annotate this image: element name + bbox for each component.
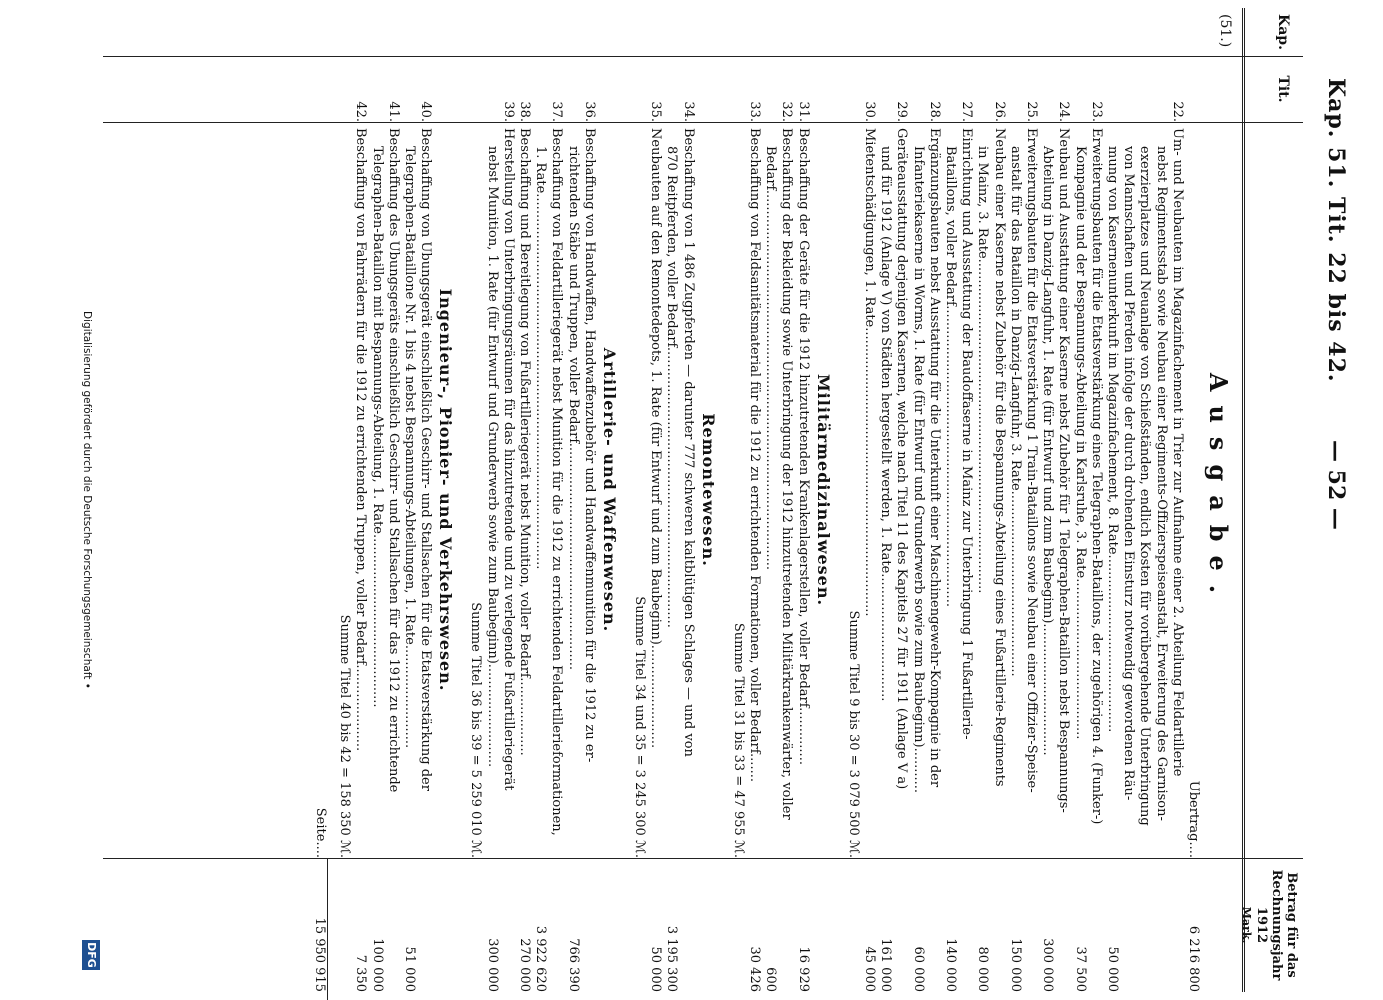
- uebertrag-label: Übertrag....: [1186, 780, 1201, 858]
- entry-text: Beschaffung des Übungsgeräts einschließlich Geschirr- und Stallsachen für das 1912 zu errichtende: [385, 128, 401, 793]
- tit-number: 29.: [894, 101, 910, 122]
- entry-text: Telegraphen-Bataillone Nr. 1 bis 4 nebst Bespannungs-Abteilungen, 1. Rate.........................: [402, 146, 417, 749]
- sum-title-9-30: Summe Titel 9 bis 30 = 3 079 500 ℳ.: [845, 610, 861, 858]
- seite-amount: 15 950 915: [311, 858, 328, 1000]
- entry-text: Einrichtung und Ausstattung der Baudoffaserne in Mainz zur Unterbringung 1 Fußartillerie-: [959, 128, 975, 740]
- entry-text: Ergänzungsbauten nebst Ausstattung für die Unterkunft einer Maschinengewehr-Kompagnie in der: [926, 128, 942, 788]
- sum-title-31-33: Summe Titel 31 bis 33 = 47 955 ℳ.: [730, 622, 746, 858]
- entry-text: richtenden Stäbe und Truppen, voller Bedarf.......................................................: [565, 146, 581, 670]
- entry-text: Beschaffung von Übungsgerät einschließlich Geschirr- und Stallsachen für die Etatsverstärkung der: [418, 128, 434, 791]
- entry-text: Beschaffung von Fahrrädern für die 1912 zu errichtenden Truppen, voller Bedarf.....................: [353, 128, 369, 752]
- section-militaermedizinalwesen: Militärmedizinalwesen.: [813, 373, 833, 607]
- amount-header: Betrag für das Rechnungsjahr 1912 Mark.: [1240, 869, 1299, 981]
- entry-amount: 45 000: [862, 946, 877, 992]
- entry-amount: 50 000: [1105, 946, 1120, 992]
- footer: Digitalisierung gefördert durch die Deutsche Forschungsgemeinschaft •: [81, 311, 93, 689]
- tit-number: 26.: [991, 101, 1007, 122]
- tit-number: 35.: [648, 101, 664, 122]
- entry-text: 1. Rate...........................................................................................: [533, 146, 549, 570]
- entry-text: in Mainz, 3. Rate.................................................................................: [975, 146, 991, 594]
- entry-amount: 300 000: [1040, 938, 1056, 992]
- tit-number: 33.: [747, 101, 762, 122]
- tit-number: 27.: [959, 101, 975, 122]
- entry-text: nebst Munition, 1. Rate (für Entwurf und Grunderwerb sowie zum Baubeginn).........................: [484, 146, 500, 768]
- entry-amount: 30 426: [747, 946, 762, 992]
- tit-number: 42.: [353, 101, 369, 122]
- tit-number: 32.: [779, 101, 795, 122]
- section-artillerie: Artillerie- und Waffenwesen.: [599, 347, 619, 633]
- budget-table: [103, 8, 1303, 992]
- entry-amount: 80 000: [975, 946, 991, 992]
- tit-number: 40.: [418, 101, 434, 122]
- header-chapter: Kap. 51. Tit. 22 bis 42.: [1323, 78, 1349, 383]
- kap-column: [103, 8, 1303, 57]
- entry-text: Beschaffung und Bereitlegung von Fußartilleriegerät nebst Munition, voller Bedarf...................: [517, 128, 532, 756]
- ausgabe-heading: Ausgabe.: [1204, 372, 1233, 608]
- entry-text: 870 Reitpferden, voller Bedarf....................................................................: [664, 146, 680, 628]
- entry-text: Beschaffung von 1 486 Zugpferden — darunter 777 schweren kaltblütigen Schlages — und von: [680, 128, 696, 757]
- entry-text: Infanteriekaserne in Worms, 1. Rate (für Entwurf und Grunderwerb sowie zum Baubeginn)...........: [910, 146, 926, 794]
- entry-amount: 766 390: [565, 938, 581, 992]
- entry-amount: 51 000: [402, 946, 417, 992]
- entry-text: exerzierplatzes und Neuanlage von Schießständen, endlich Kosten für vorübergehende Unterbringung: [1137, 146, 1153, 826]
- tit-number: 36.: [581, 101, 597, 122]
- entry-amount: 50 000: [648, 946, 664, 992]
- entry-text: Neubau einer Kaserne nebst Zubehör für die Bespannungs-Abteilung eines Fußartillerie-Regiments: [991, 128, 1007, 787]
- entry-text: Bedarf............................................................................................: [763, 146, 779, 571]
- entry-text: Mietentschädigungen, 1. Rate......................................................................: [862, 128, 877, 617]
- entry-amount: 270 000: [517, 938, 532, 992]
- entry-amount: 3 922 620: [533, 925, 549, 992]
- entry-amount: 300 000: [484, 938, 500, 992]
- tit-number: 25.: [1024, 101, 1039, 122]
- tit-number: 31.: [795, 101, 811, 122]
- entry-amount: 140 000: [943, 938, 958, 992]
- entry-text: Telegraphen-Bataillon mit Bespannungs-Abteilung, 1. Rate..........................................: [369, 146, 385, 708]
- entry-text: Beschaffung von Feldsanitätsmaterial für die 1912 zu errichtenden Formationen, voller Bedarf.......: [747, 128, 762, 782]
- entry-text: Geräteausstattung derjenigen Kasernen, welche nach Titel 11 des Kapitels 27 für 1911 (Anlage V a): [894, 128, 910, 790]
- tit-number: 30.: [862, 101, 877, 122]
- entry-text: mung von Kasernenunterkunft im Magazinfachement, 8. Rate...........................................: [1105, 146, 1120, 733]
- tit-number: 34.: [680, 101, 696, 122]
- entry-text: Erweiterungsbauten für die Etatsverstärkung 1 Train-Bataillons sowie Neubau einer Offizier-Speise-: [1024, 128, 1039, 793]
- entry-text: Herstellung von Unterbringungsräumen für das hinzutretende und zu verlegende Fußartilleriegerät: [500, 128, 516, 791]
- entry-amount: 100 000: [369, 938, 385, 992]
- tit-number: 23.: [1088, 101, 1104, 122]
- entry-amount: 16 929: [795, 946, 811, 992]
- sum-title-34-35: Summe Titel 34 und 35 = 3 245 300 ℳ.: [632, 596, 647, 858]
- entry-text: Um- und Neubauten im Magazinfachement in Trier zur Aufnahme einer 2. Abteilung Feldartillerie: [1169, 128, 1185, 777]
- entry-text: nebst Regimentsstab sowie Neubau einer Regiments-Offizierspeiseanstalt, Erweiterung des Garnison-: [1153, 146, 1169, 821]
- entry-amount: 150 000: [1007, 938, 1023, 992]
- tit-column: [103, 56, 1303, 123]
- kap-number: (51.): [1217, 14, 1233, 48]
- section-ingenieur: Ingenieur-, Pionier- und Verkehrswesen.: [436, 288, 456, 692]
- tit-number: 37.: [549, 101, 565, 122]
- entry-text: Beschaffung von Feldartilleriegerät nebst Munition für die 1912 zu errichtenden Feldartillerieformationen,: [549, 128, 565, 836]
- tit-number: 41.: [385, 101, 401, 122]
- tit-number: 28.: [926, 101, 942, 122]
- entry-text: Neubau und Ausstattung einer Kaserne nebst Zubehör für 1 Telegraphen-Bataillon nebst Bespannungs-: [1056, 128, 1072, 813]
- entry-text: Beschaffung der Bekleidung sowie Unterbringung der 1912 hinzutretenden Militärkrankenwärter, voller: [779, 128, 795, 820]
- dfg-logo: DFG: [82, 940, 100, 970]
- seite-label: Seite....: [313, 807, 328, 858]
- entry-text: Kompagnie und der Bespannungs-Abteilung in Karlsruhe, 3. Rate.......................................: [1072, 146, 1088, 740]
- entry-amount: 3 195 300: [664, 925, 680, 992]
- entry-amount: 161 000: [878, 938, 894, 992]
- entry-text: Bataillons, voller Bedarf.........................................................................: [943, 146, 958, 607]
- entry-amount: 7 350: [353, 954, 369, 992]
- tit-number: 38.: [517, 101, 532, 122]
- section-remontewesen: Remontewesen.: [698, 413, 718, 567]
- uebertrag-amount: 6 216 800: [1186, 925, 1201, 992]
- page-header: [1305, 60, 1375, 950]
- entry-text: anstalt für das Bataillon in Danzig-Langfuhr, 3. Rate.............................................: [1007, 146, 1023, 677]
- sum-title-40-42: Summe Titel 40 bis 42 = 158 350 ℳ.: [337, 614, 353, 858]
- tit-header: Tit.: [1275, 75, 1291, 103]
- entry-text: von Mannschaften und Pferden infolge der durch drohenden Einsturz notwendig gewordenen Räu-: [1121, 146, 1137, 801]
- entry-text: Neubauten auf den Remontedepots, 1. Rate (für Entwurf und zum Baubeginn).........................: [648, 128, 664, 749]
- entry-amount: 37 500: [1072, 946, 1088, 992]
- entry-amount: 600: [763, 967, 779, 992]
- entry-text: Erweiterungsbauten für die Etatsverstärkung eines Telegraphen-Bataillons, der zugehörigen 4. (Funker-): [1088, 128, 1104, 825]
- kap-header: Kap.: [1275, 14, 1291, 50]
- entry-text: Beschaffung der Geräte für die 1912 hinzutretenden Krankenlagerstellen, voller Bedarf..............: [795, 128, 811, 765]
- entry-text: Beschaffung von Handwaffen, Handwaffenzubehör und Handwaffenmunition für die 1912 zu er-: [581, 128, 597, 763]
- page-number: — 52 —: [1323, 440, 1349, 530]
- entry-amount: 60 000: [910, 946, 926, 992]
- sum-title-36-39: Summe Titel 36 bis 39 = 5 259 010 ℳ.: [468, 602, 484, 858]
- entry-text: Abteilung in Danzig-Langfuhr, 1. Rate (für Entwurf und zum Baubeginn)................................: [1040, 146, 1056, 756]
- tit-number: 24.: [1056, 101, 1072, 122]
- tit-number: 22.: [1169, 101, 1185, 122]
- tit-number: 39.: [500, 101, 516, 122]
- entry-text: und für 1912 (Anlage V) von Städten hergestellt werden, 1. Rate...............................: [878, 146, 894, 702]
